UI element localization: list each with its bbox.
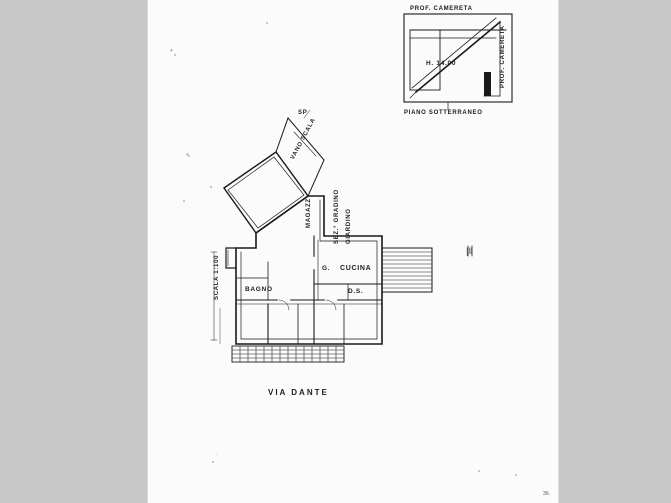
- tick-mark-right: |‖: [466, 246, 473, 256]
- annotation-sez-gradino: SEZ.° GRADINO: [334, 189, 340, 244]
- room-label-magazz: MAGAZZ: [306, 198, 312, 228]
- tick-mark-top-left: +: [170, 48, 173, 54]
- street-label: VIA DANTE: [268, 388, 329, 397]
- bottom-sidewalk-hatch: [232, 346, 344, 362]
- annotation-vano-scala: VANO SCALA: [290, 117, 318, 161]
- room-label-ds: D.S.: [348, 288, 364, 295]
- inset-title-right: PROF. CAMERETA: [500, 25, 506, 88]
- entry-notch: [226, 248, 236, 268]
- inset-caption-bottom: PIANO SOTTERRANEO: [404, 110, 483, 116]
- dimension-lines: [211, 110, 310, 344]
- right-terrace-hatch: [382, 248, 432, 292]
- inset-elevation-label: H. 14.00: [426, 60, 457, 67]
- scanned-sheet: [148, 0, 558, 503]
- inset-title-top: PROF. CAMERETA: [410, 6, 473, 12]
- right-edge-mark: [468, 246, 472, 256]
- inset-detail-block: [404, 14, 512, 110]
- room-label-cucina: CUCINA: [340, 265, 372, 272]
- page-code: 36.: [543, 491, 550, 497]
- annotation-sp: SP: [298, 110, 308, 116]
- annotation-giardino: GIARDINO: [346, 208, 352, 244]
- room-label-bagno: BAGNO: [245, 286, 273, 293]
- tick-mark-mid-left: +: [186, 152, 189, 158]
- floor-plan-drawing: [148, 0, 558, 503]
- room-label-garage: G.: [322, 265, 331, 272]
- annotation-left-margin-note: SCALA 1:100: [214, 254, 220, 300]
- tick-mark-bottom: ·: [216, 452, 218, 458]
